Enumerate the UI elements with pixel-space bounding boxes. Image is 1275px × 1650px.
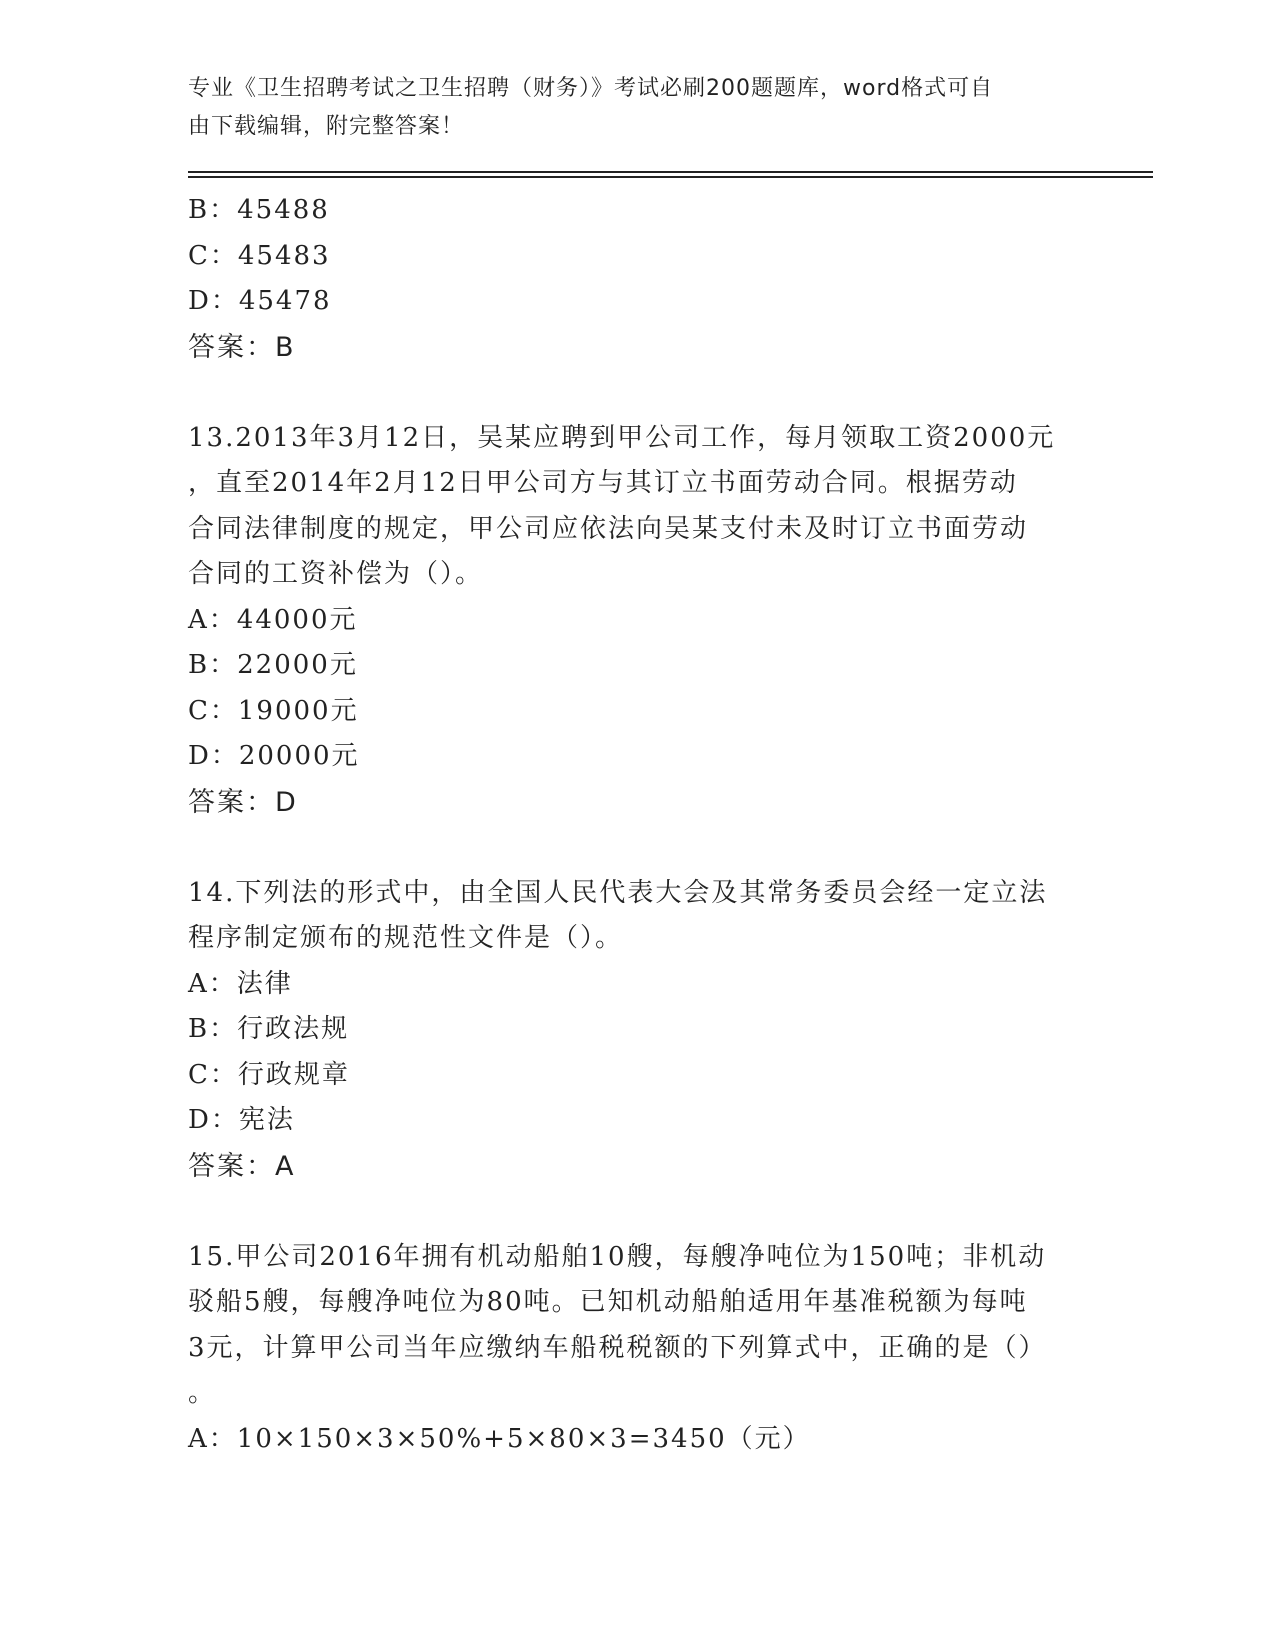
answer: 答案：B [188, 331, 296, 363]
option-c: C：45483 [188, 240, 331, 271]
option-b: B：22000元 [188, 650, 358, 680]
question-12-tail [188, 188, 1088, 370]
question-stem-line: ，直至2014年2月12日甲公司方与其订立书面劳动合同。根据劳动 [188, 468, 1018, 498]
option-c: C：19000元 [188, 695, 359, 726]
question-stem-line: 程序制定颁布的规范性文件是（）。 [188, 923, 624, 953]
answer: 答案：A [188, 1150, 296, 1182]
answer: 答案：D [188, 786, 298, 818]
option-a: A：10×150×3×50%+5×80×3=3450（元） [188, 1423, 811, 1454]
header-rule-bottom [188, 176, 1153, 178]
option-c: C：行政规章 [188, 1059, 350, 1090]
option-a: A：44000元 [188, 604, 358, 635]
option-d: D：45478 [188, 286, 332, 316]
question-13 [188, 416, 1088, 826]
question-stem-line: 3元，计算甲公司当年应缴纳车船税税额的下列算式中，正确的是（） [188, 1332, 1047, 1363]
question-stem-line: 14.下列法的形式中，由全国人民代表大会及其常务委员会经一定立法 [188, 877, 1048, 908]
header-line-2: 由下载编辑，附完整答案！ [188, 114, 465, 139]
question-15 [188, 1235, 1088, 1463]
question-stem-line: 驳船5艘，每艘净吨位为80吨。已知机动船舶适用年基准税额为每吨 [188, 1287, 1028, 1317]
question-stem-line: 合同法律制度的规定，甲公司应依法向吴某支付未及时订立书面劳动 [188, 513, 1029, 544]
question-14 [188, 871, 1088, 1190]
option-b: B：45488 [188, 195, 330, 225]
question-stem-line: 合同的工资补偿为（）。 [188, 559, 484, 589]
question-stem-line: 13.2013年3月12日，吴某应聘到甲公司工作，每月领取工资2000元 [188, 422, 1056, 453]
option-a: A：法律 [188, 968, 293, 999]
option-d: D：宪法 [188, 1105, 295, 1135]
question-stem-line: 。 [188, 1378, 217, 1408]
page-header [188, 70, 1068, 146]
document-body [188, 188, 1088, 1462]
header-line-1: 专业《卫生招聘考试之卫生招聘（财务）》考试必刷200题题库，word格式可自 [188, 76, 994, 101]
option-d: D：20000元 [188, 741, 360, 771]
header-rule-top [188, 171, 1153, 173]
option-b: B：行政法规 [188, 1014, 350, 1044]
question-stem-line: 15.甲公司2016年拥有机动船舶10艘，每艘净吨位为150吨；非机动 [188, 1241, 1047, 1272]
